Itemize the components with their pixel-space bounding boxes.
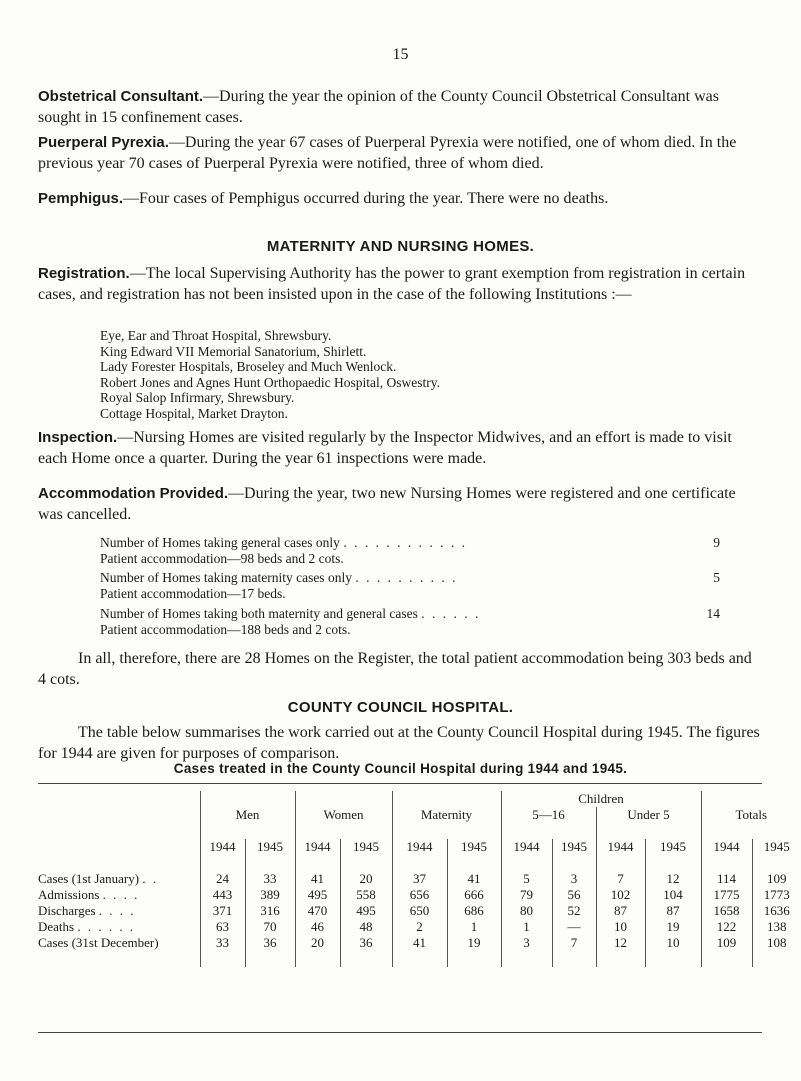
table-cell: 41 (447, 871, 501, 887)
table-cell: 656 (392, 887, 447, 903)
table-cell: 36 (245, 935, 295, 951)
table-cell: 104 (645, 887, 701, 903)
table-cell: 1775 (701, 887, 752, 903)
maternity-header: Maternity (392, 807, 501, 823)
home-stat-label: Number of Homes taking general cases only (100, 535, 340, 550)
table-cell: 20 (295, 935, 340, 951)
obstetrical-paragraph (38, 86, 762, 128)
table-cell: 3 (552, 871, 596, 887)
table-cell: 666 (447, 887, 501, 903)
table-cell: 10 (645, 935, 701, 951)
year-header: 1945 (340, 839, 392, 855)
obstetrical-heading: Obstetrical Consultant. (38, 88, 204, 105)
table-cell: 114 (701, 871, 752, 887)
hospital-intro: The table below summarises the work carried out at the County Council Hospital during 1945. The figures for 1944 are given for purposes of comparison. (38, 724, 760, 762)
home-stat-value: 5 (713, 570, 720, 585)
children-5-16-header: 5—16 (501, 807, 596, 823)
row-dots: . . (142, 871, 159, 886)
year-header: 1944 (295, 839, 340, 855)
table-cell: 24 (200, 871, 245, 887)
table-cell: 108 (752, 935, 801, 951)
home-stat-accommodation: Patient accommodation—17 beds. (100, 586, 286, 601)
table-cell: 109 (701, 935, 752, 951)
table-cell: 56 (552, 887, 596, 903)
institution-item: Robert Jones and Agnes Hunt Orthopaedic Hospital, Oswestry. (100, 374, 440, 390)
table-cell: 3 (501, 935, 552, 951)
year-header: 1945 (552, 839, 596, 855)
table-cell: 495 (295, 887, 340, 903)
institution-item: Cottage Hospital, Market Drayton. (100, 405, 288, 421)
table-cell: 109 (752, 871, 801, 887)
puerperal-paragraph (38, 132, 762, 174)
institution-item: Eye, Ear and Throat Hospital, Shrewsbury. (100, 328, 332, 343)
table-cell: — (552, 919, 596, 935)
home-stat-both (100, 606, 720, 638)
row-label: Deaths (38, 919, 75, 934)
accommodation-heading: Accommodation Provided. (38, 485, 229, 502)
table-row (38, 871, 801, 887)
table-cell: 70 (245, 919, 295, 935)
table-row (38, 919, 801, 935)
totals-header: Totals (701, 807, 801, 823)
year-header: 1944 (701, 839, 752, 855)
table-cell: 2 (392, 919, 447, 935)
registration-paragraph (38, 263, 762, 305)
table-cell: 52 (552, 903, 596, 919)
year-header: 1944 (596, 839, 645, 855)
summary-paragraph: In all, therefore, there are 28 Homes on the Register, the total patient accommodation being 303 beds and 4 cots. (38, 650, 752, 688)
maternity-section-title: MATERNITY AND NURSING HOMES. (266, 238, 535, 255)
institution-item: King Edward VII Memorial Sanatorium, Shirlett. (100, 343, 367, 359)
puerperal-text: —During the year 67 cases of Puerperal Pyrexia were notified, one of whom died. In the previous year 70 cases of Puerperal Pyrexia were notified, three of whom died. (38, 134, 737, 172)
table-cell: 316 (245, 903, 295, 919)
registration-heading: Registration. (38, 265, 130, 282)
children-under5-header: Under 5 (596, 807, 701, 823)
year-header: 1944 (200, 839, 245, 855)
table-cell: 19 (645, 919, 701, 935)
home-stat-value: 9 (713, 535, 720, 550)
home-stat-dots: . . . . . . (421, 606, 481, 621)
row-label: Discharges (38, 903, 96, 918)
home-stat-value: 14 (706, 606, 720, 621)
table-cell: 686 (447, 903, 501, 919)
row-dots: . . . . . . (77, 919, 136, 934)
table-cell: 87 (596, 903, 645, 919)
page-number: 15 (392, 46, 409, 63)
table-cell: 19 (447, 935, 501, 951)
table-cell: 138 (752, 919, 801, 935)
pemphigus-paragraph (38, 188, 762, 209)
table-cell: 41 (392, 935, 447, 951)
hospital-cases-table (38, 783, 801, 967)
table-cell: 79 (501, 887, 552, 903)
table-cell: 63 (200, 919, 245, 935)
table-cell: 1658 (701, 903, 752, 919)
table-cell: 650 (392, 903, 447, 919)
table-row (38, 935, 801, 951)
table-cell: 87 (645, 903, 701, 919)
row-label: Cases (1st January) (38, 871, 140, 886)
accommodation-text: —During the year, two new Nursing Homes were registered and one certificate was cancelled. (38, 485, 736, 523)
home-stat-dots: . . . . . . . . . . (355, 570, 458, 585)
row-dots: . . . . (102, 887, 140, 902)
year-header: 1944 (501, 839, 552, 855)
table-row (38, 903, 801, 919)
table-row (38, 887, 801, 903)
obstetrical-text: —During the year the opinion of the County Council Obstetrical Consultant was sought in 15 confinement cases. (38, 88, 719, 126)
institution-item: Royal Salop Infirmary, Shrewsbury. (100, 390, 295, 405)
table-cell: 558 (340, 887, 392, 903)
table-cell: 10 (596, 919, 645, 935)
year-header: 1945 (645, 839, 701, 855)
table-cell: 46 (295, 919, 340, 935)
home-stat-label: Number of Homes taking both maternity and general cases (100, 606, 418, 621)
institutions-list (100, 328, 720, 421)
table-cell: 1773 (752, 887, 801, 903)
puerperal-heading: Puerperal Pyrexia. (38, 134, 169, 151)
table-cell: 41 (295, 871, 340, 887)
inspection-text: —Nursing Homes are visited regularly by the Inspector Midwives, and an effort is made to visit each Home once a quarter. During the year 61 inspections were made. (38, 429, 732, 467)
table-cell: 48 (340, 919, 392, 935)
men-header: Men (200, 807, 295, 823)
home-stat-maternity (100, 570, 720, 602)
pemphigus-text: —Four cases of Pemphigus occurred during the year. There were no deaths. (123, 190, 609, 207)
hospital-section-title: COUNTY COUNCIL HOSPITAL. (287, 699, 514, 716)
table-cell: 102 (596, 887, 645, 903)
year-header: 1945 (752, 839, 801, 855)
table-cell: 495 (340, 903, 392, 919)
inspection-paragraph (38, 427, 762, 469)
table-cell: 371 (200, 903, 245, 919)
table-cell: 12 (596, 935, 645, 951)
table-cell: 122 (701, 919, 752, 935)
row-label: Admissions (38, 887, 100, 902)
table-cell: 5 (501, 871, 552, 887)
table-cell: 37 (392, 871, 447, 887)
table-cell: 1 (501, 919, 552, 935)
table-cell: 7 (552, 935, 596, 951)
table-cell: 389 (245, 887, 295, 903)
row-dots: . . . . (98, 903, 136, 918)
accommodation-paragraph (38, 483, 762, 525)
table-cell: 33 (200, 935, 245, 951)
institution-item: Lady Forester Hospitals, Broseley and Much Wenlock. (100, 359, 397, 374)
table-cell: 20 (340, 871, 392, 887)
table-cell: 1 (447, 919, 501, 935)
table-cell: 7 (596, 871, 645, 887)
row-label: Cases (31st December) (38, 935, 159, 950)
home-stat-general (100, 535, 720, 567)
table-title: Cases treated in the County Council Hospital during 1944 and 1945. (173, 761, 628, 776)
table-cell: 80 (501, 903, 552, 919)
home-stat-label: Number of Homes taking maternity cases only (100, 570, 352, 585)
registration-text: —The local Supervising Authority has the power to grant exemption from registration in certain cases, and registration has not been insisted upon in the case of the following Institutions :— (38, 265, 746, 303)
children-header: Children (501, 791, 701, 807)
home-stat-accommodation: Patient accommodation—98 beds and 2 cots. (100, 551, 344, 566)
year-header: 1944 (392, 839, 447, 855)
year-header: 1945 (447, 839, 501, 855)
table-bottom-rule (38, 1032, 762, 1033)
pemphigus-heading: Pemphigus. (38, 190, 124, 207)
table-cell: 470 (295, 903, 340, 919)
table-cell: 1636 (752, 903, 801, 919)
table-cell: 33 (245, 871, 295, 887)
table-cell: 443 (200, 887, 245, 903)
home-stat-accommodation: Patient accommodation—188 beds and 2 cots. (100, 622, 351, 637)
women-header: Women (295, 807, 392, 823)
home-stat-dots: . . . . . . . . . . . . (343, 535, 467, 550)
year-header: 1945 (245, 839, 295, 855)
inspection-heading: Inspection. (38, 429, 118, 446)
table-cell: 12 (645, 871, 701, 887)
table-cell: 36 (340, 935, 392, 951)
